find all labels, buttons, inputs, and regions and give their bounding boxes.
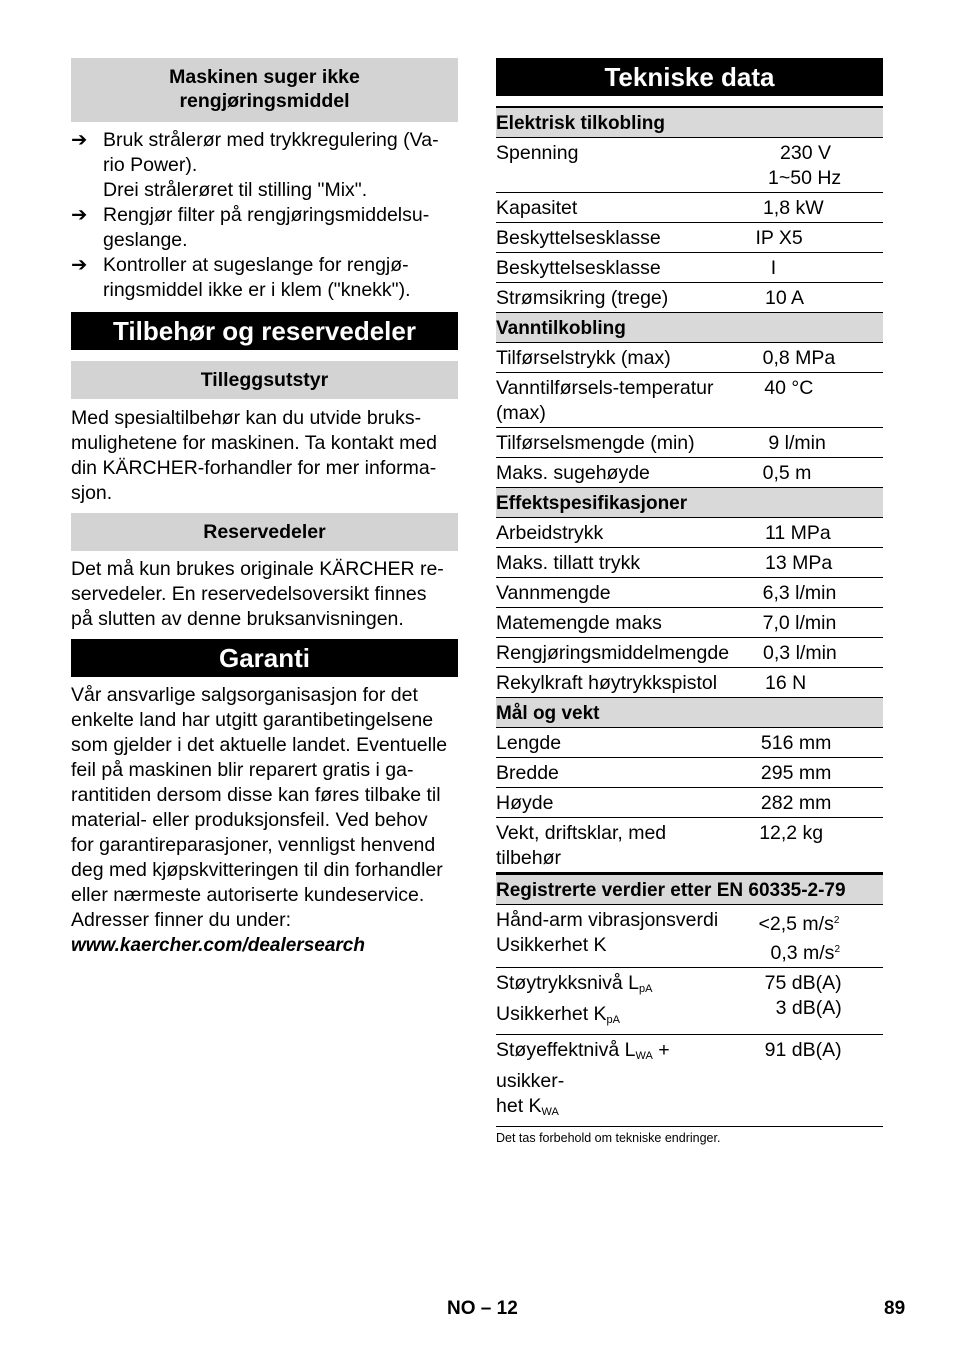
tech-data-heading: Tekniske data bbox=[496, 58, 883, 96]
row-label: Spenning bbox=[496, 142, 579, 164]
arrow-right-icon: ➔ bbox=[71, 254, 88, 276]
section-row bbox=[496, 108, 883, 138]
label-text: Støytrykksnivå L bbox=[496, 972, 640, 994]
table-row bbox=[496, 548, 883, 578]
optional-heading: Tilleggsutstyr bbox=[71, 361, 458, 399]
table-row bbox=[496, 788, 883, 818]
section-row bbox=[496, 488, 883, 518]
text-line: enkelte land har utgitt garantibetingelsene bbox=[71, 709, 434, 731]
row-value: 1,8 kW bbox=[762, 197, 824, 219]
row-value: 9 l/min bbox=[768, 432, 826, 454]
step-line: geslange. bbox=[103, 229, 188, 251]
row-label: Rengjøringsmiddelmengde bbox=[496, 642, 730, 664]
text-line: eller nærmeste autoriserte kundeservice. bbox=[71, 884, 425, 906]
text-line: på slutten av denne bruksanvisningen. bbox=[71, 608, 404, 630]
step-item bbox=[71, 203, 458, 253]
row-value: 0,3 l/min bbox=[763, 642, 837, 664]
technical-note: Det tas forbehold om tekniske endringer. bbox=[496, 1131, 721, 1145]
left-column bbox=[71, 58, 458, 958]
section-title: Effektspesifikasjoner bbox=[496, 493, 688, 514]
row-label bbox=[496, 1038, 725, 1094]
table-row bbox=[496, 223, 883, 253]
row-value: I bbox=[770, 257, 777, 279]
value-text: <2,5 m/s bbox=[758, 913, 834, 935]
row-value bbox=[759, 908, 884, 937]
row-value: 1~50 Hz bbox=[768, 167, 842, 189]
superscript: 2 bbox=[833, 915, 840, 926]
text-line: Vår ansvarlige salgsorganisasjon for det bbox=[71, 684, 418, 706]
arrow-right-icon: ➔ bbox=[71, 129, 88, 151]
section-row bbox=[496, 313, 883, 343]
row-value-cell bbox=[737, 908, 884, 966]
row-label-cell bbox=[496, 1038, 725, 1125]
trouble-heading bbox=[71, 58, 458, 122]
text-line: rantitiden dersom disse kan føres tilbake til bbox=[71, 784, 441, 806]
label-text: Usikkerhet K bbox=[496, 1003, 607, 1025]
accessories-heading: Tilbehør og reservedeler bbox=[71, 312, 458, 350]
subscript: pA bbox=[606, 1014, 621, 1026]
step-line: rio Power). bbox=[103, 154, 198, 176]
table-row bbox=[496, 373, 883, 428]
row-value: 16 N bbox=[764, 672, 807, 694]
text-line: deg med kjøpskvitteringen til din forhandler bbox=[71, 859, 443, 881]
text-line: Adresser finner du under: bbox=[71, 909, 292, 931]
step-line: Rengjør filter på rengjøringsmiddelsu- bbox=[103, 204, 430, 226]
row-label: Vekt, driftsklar, med tilbehør bbox=[496, 822, 667, 869]
text-line: som gjelder i det aktuelle landet. Eventuelle bbox=[71, 734, 448, 756]
label-text: + usikker- bbox=[496, 1039, 670, 1092]
row-label bbox=[496, 971, 725, 1002]
table-row bbox=[496, 283, 883, 313]
text-line: din KÄRCHER-forhandler for mer informa- bbox=[71, 457, 437, 479]
text-line: mulighetene for maskinen. Ta kontakt med bbox=[71, 432, 438, 454]
text-line: Det må kun brukes originale KÄRCHER re- bbox=[71, 558, 444, 580]
warranty-heading: Garanti bbox=[71, 639, 458, 677]
row-value: 40 °C bbox=[764, 377, 814, 399]
row-value bbox=[759, 937, 884, 966]
row-value: 0,5 m bbox=[762, 462, 812, 484]
table-row bbox=[496, 1035, 883, 1127]
row-value: 230 V bbox=[780, 142, 831, 164]
row-label-cell bbox=[496, 376, 725, 426]
row-label: Arbeidstrykk bbox=[496, 522, 604, 544]
row-label: Rekylkraft høytrykkspistol bbox=[496, 672, 718, 694]
row-value: 75 dB(A) bbox=[764, 972, 842, 994]
row-label: Tilførselstrykk (max) bbox=[496, 347, 671, 369]
row-value: 3 dB(A) bbox=[775, 997, 842, 1019]
optional-text bbox=[71, 406, 458, 506]
page-number: 89 bbox=[884, 1298, 906, 1319]
dealer-search-link[interactable]: www.kaercher.com/dealersearch bbox=[71, 935, 365, 956]
row-value: 6,3 l/min bbox=[762, 582, 837, 604]
row-value: 7,0 l/min bbox=[762, 612, 837, 634]
row-value-cell bbox=[751, 141, 883, 191]
row-value-cell bbox=[725, 971, 883, 1033]
row-label: Maks. sugehøyde bbox=[496, 462, 650, 484]
section-row bbox=[496, 873, 883, 905]
text-line: Med spesialtilbehør kan du utvide bruks- bbox=[71, 407, 422, 429]
table-row bbox=[496, 905, 883, 968]
value-text: 0,3 m/s bbox=[770, 942, 835, 964]
text-line: feil på maskinen blir reparert gratis i ga- bbox=[71, 759, 414, 781]
trouble-heading-text: Maskinen suger ikke rengjøringsmiddel bbox=[169, 66, 360, 112]
row-label: Beskyttelsesklasse bbox=[496, 227, 661, 249]
table-row bbox=[496, 578, 883, 608]
text-line: material- eller produksjonsfeil. Ved behov bbox=[71, 809, 428, 831]
row-label: Lengde bbox=[496, 732, 562, 754]
table-row bbox=[496, 758, 883, 788]
table-row bbox=[496, 608, 883, 638]
table-row bbox=[496, 343, 883, 373]
text-line: servedeler. En reservedelsoversikt finnes bbox=[71, 583, 427, 605]
row-value: 91 dB(A) bbox=[764, 1039, 842, 1061]
step-item bbox=[71, 128, 458, 203]
section-title: Vanntilkobling bbox=[496, 318, 626, 339]
step-line: Kontroller at sugeslange for rengjø- bbox=[103, 254, 409, 276]
row-value: 11 MPa bbox=[764, 522, 831, 544]
row-value: 0,8 MPa bbox=[762, 347, 836, 369]
row-value: IP X5 bbox=[755, 227, 803, 249]
table-row bbox=[496, 728, 883, 758]
row-label-cell bbox=[496, 971, 725, 1033]
section-title: Registrerte verdier etter EN 60335-2-79 bbox=[496, 880, 846, 901]
row-label: Matemengde maks bbox=[496, 612, 662, 634]
tech-data-table bbox=[496, 106, 883, 1127]
row-value: 295 mm bbox=[760, 762, 832, 784]
row-value: 13 MPa bbox=[764, 552, 833, 574]
row-value: 12,2 kg bbox=[759, 822, 824, 844]
footer-section: NO – 12 bbox=[447, 1298, 518, 1319]
table-row bbox=[496, 968, 883, 1035]
label-text: het K bbox=[496, 1095, 542, 1117]
table-row bbox=[496, 138, 883, 193]
table-row bbox=[496, 818, 883, 873]
table-row bbox=[496, 458, 883, 488]
row-label: Tilførselsmengde (min) bbox=[496, 432, 695, 454]
subscript: WA bbox=[541, 1106, 559, 1118]
row-value: 282 mm bbox=[760, 792, 832, 814]
table-row bbox=[496, 668, 883, 698]
text-line: sjon. bbox=[71, 482, 113, 504]
superscript: 2 bbox=[834, 944, 840, 955]
table-row bbox=[496, 193, 883, 223]
row-label bbox=[496, 1094, 725, 1125]
row-label: Hånd-arm vibrasjonsverdi bbox=[496, 909, 719, 931]
row-label: Usikkerhet K bbox=[496, 934, 607, 956]
row-label: Bredde bbox=[496, 762, 559, 784]
table-row bbox=[496, 428, 883, 458]
section-title: Elektrisk tilkobling bbox=[496, 113, 665, 134]
label-text: Støyeffektnivå L bbox=[496, 1039, 636, 1061]
row-label: Beskyttelsesklasse bbox=[496, 257, 661, 279]
row-label: Kapasitet bbox=[496, 197, 578, 219]
table-row bbox=[496, 518, 883, 548]
warranty-text bbox=[71, 683, 458, 958]
right-column bbox=[496, 58, 883, 1145]
text-line: for garantireparasjoner, vennligst henvend bbox=[71, 834, 436, 856]
row-label-cell bbox=[496, 908, 737, 966]
row-label: Vannmengde bbox=[496, 582, 611, 604]
row-label: Maks. tillatt trykk bbox=[496, 552, 641, 574]
step-line: Drei strålerøret til stilling "Mix". bbox=[103, 179, 368, 201]
row-label: (max) bbox=[496, 402, 546, 424]
step-line: ringsmiddel ikke er i klem ("knekk"). bbox=[103, 279, 411, 301]
row-label: Vanntilførsels-temperatur bbox=[496, 377, 714, 399]
row-label: Strømsikring (trege) bbox=[496, 287, 669, 309]
table-row bbox=[496, 253, 883, 283]
subscript: pA bbox=[639, 983, 653, 995]
row-label bbox=[496, 1002, 725, 1033]
step-line: Bruk strålerør med trykkregulering (Va- bbox=[103, 129, 439, 151]
steps-list bbox=[71, 128, 458, 303]
section-title: Mål og vekt bbox=[496, 703, 600, 724]
row-value: 10 A bbox=[764, 287, 805, 309]
row-label: Høyde bbox=[496, 792, 554, 814]
table-row bbox=[496, 638, 883, 668]
section-row bbox=[496, 698, 883, 728]
spare-text bbox=[71, 557, 458, 632]
arrow-right-icon: ➔ bbox=[71, 204, 88, 226]
spare-heading: Reservedeler bbox=[71, 513, 458, 551]
subscript: WA bbox=[635, 1050, 653, 1062]
step-item bbox=[71, 253, 458, 303]
row-value: 516 mm bbox=[760, 732, 832, 754]
